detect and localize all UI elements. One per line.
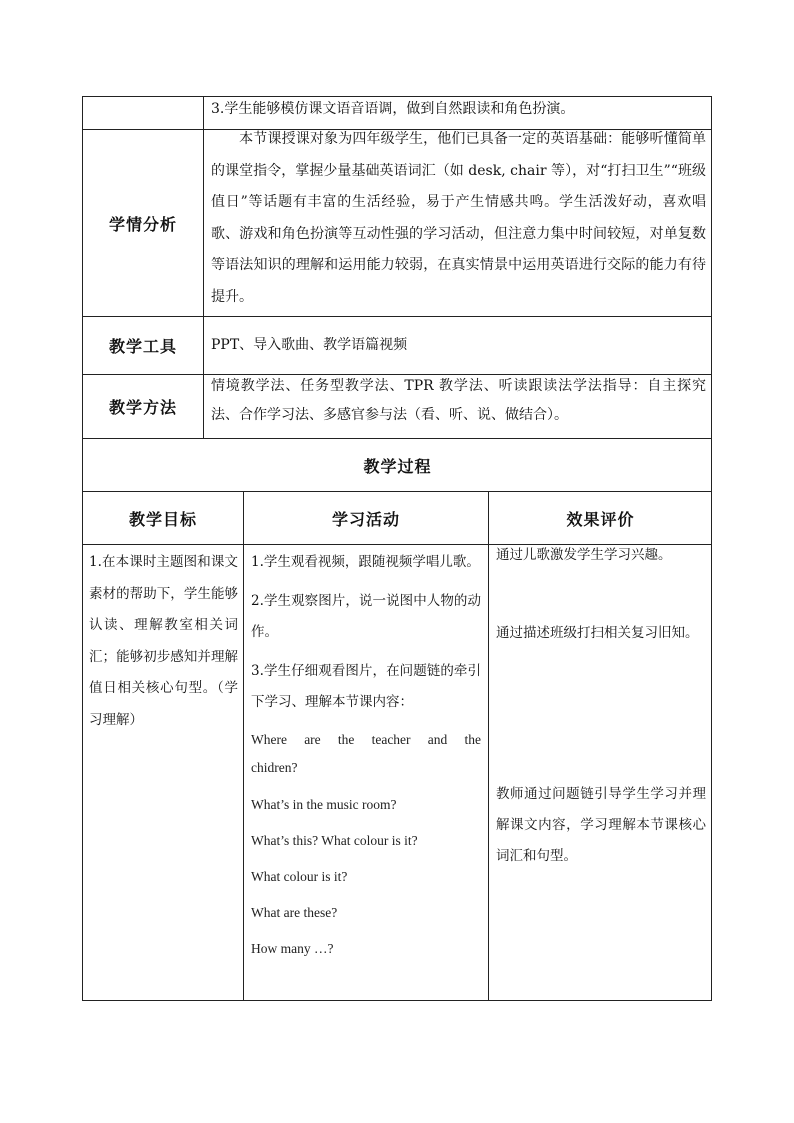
evaluation-1: 通过儿歌激发学生学习兴趣。	[496, 547, 672, 563]
evaluation-2: 通过描述班级打扫相关复习旧知。	[496, 625, 699, 641]
learner-analysis-content-cell	[203, 129, 712, 316]
q1-word: are	[304, 732, 321, 747]
q1-word: teacher	[371, 732, 411, 747]
activity-1: 1.学生观看视频，跟随视频学唱儿歌。	[251, 554, 480, 570]
header-activity	[243, 491, 488, 544]
header-activity-text: 学习活动	[331, 509, 400, 529]
teaching-process-title-text: 教学过程	[363, 456, 432, 476]
table-bottom-border	[82, 1000, 712, 1001]
learner-analysis-label-text: 学情分析	[108, 214, 177, 234]
question-5: What are these?	[251, 905, 338, 920]
learner-analysis-text: 本节课授课对象为四年级学生，他们已具备一定的英语基础：能够听懂简单的课堂指令，掌握少量基础英语词汇（如 desk, chair 等），对“打扫卫生”“班级值日”等话题有丰富的生活经验，易于产生情感共鸣。学生活泼好动，喜欢唱歌、游戏和角色扮演等互动性强的学习活动，但注意力集中时间较短，对单复数等语法知识的理解和运用能力较弱，在真实情景中运用英语进行交际的能力有待提升。	[211, 131, 706, 305]
question-1-line	[251, 726, 481, 754]
teaching-methods-text: 情境教学法、任务型教学法、TPR 教学法、听读跟读法学法指导：自主探究法、合作学习法、多感官参与法（看、听、说、做结合）。	[211, 378, 706, 423]
header-evaluation	[488, 491, 712, 544]
q1-word: the	[464, 732, 481, 747]
goal-cell	[82, 544, 243, 1000]
header-goal-text: 教学目标	[128, 509, 197, 529]
top-row-label-cell	[82, 96, 203, 129]
header-goal	[82, 491, 243, 544]
teaching-process-title	[82, 438, 712, 491]
question-2: What’s in the music room?	[251, 797, 397, 812]
question-1-tail: chidren?	[251, 760, 298, 775]
activity-2: 2.学生观察图片，说一说图中人物的动作。	[251, 593, 481, 640]
teaching-methods-label	[82, 374, 203, 438]
teaching-methods-label-text: 教学方法	[108, 398, 177, 417]
question-6: How many …?	[251, 941, 334, 956]
goal-text: 1.在本课时主题图和课文素材的帮助下，学生能够认读、理解教室相关词汇；能够初步感知并理解值日相关核心句型。（学习理解）	[89, 554, 238, 728]
teaching-tools-content-cell	[203, 316, 712, 374]
activity-cell	[243, 544, 488, 1000]
header-evaluation-text: 效果评价	[566, 509, 635, 529]
q1-word: Where	[251, 732, 287, 747]
learner-analysis-label	[82, 129, 203, 316]
activity-3: 3.学生仔细观看图片，在问题链的牵引下学习、理解本节课内容：	[251, 663, 481, 710]
teaching-tools-label	[82, 316, 203, 374]
teaching-methods-content-cell	[203, 374, 712, 438]
evaluation-3: 教师通过问题链引导学生学习并理解课文内容，学习理解本节课核心词汇和句型。	[496, 786, 706, 864]
teaching-tools-label-text: 教学工具	[108, 337, 177, 356]
objective-3-text: 3.学生能够模仿课文语音语调，做到自然跟读和角色扮演。	[211, 101, 575, 117]
teaching-tools-text: PPT、导入歌曲、教学语篇视频	[211, 337, 408, 353]
q1-word: the	[337, 732, 355, 747]
q1-word: and	[427, 732, 448, 747]
table-right-border	[711, 96, 712, 1001]
evaluation-cell	[488, 544, 712, 1000]
question-3: What’s this? What colour is it?	[251, 833, 418, 848]
question-4: What colour is it?	[251, 869, 348, 884]
